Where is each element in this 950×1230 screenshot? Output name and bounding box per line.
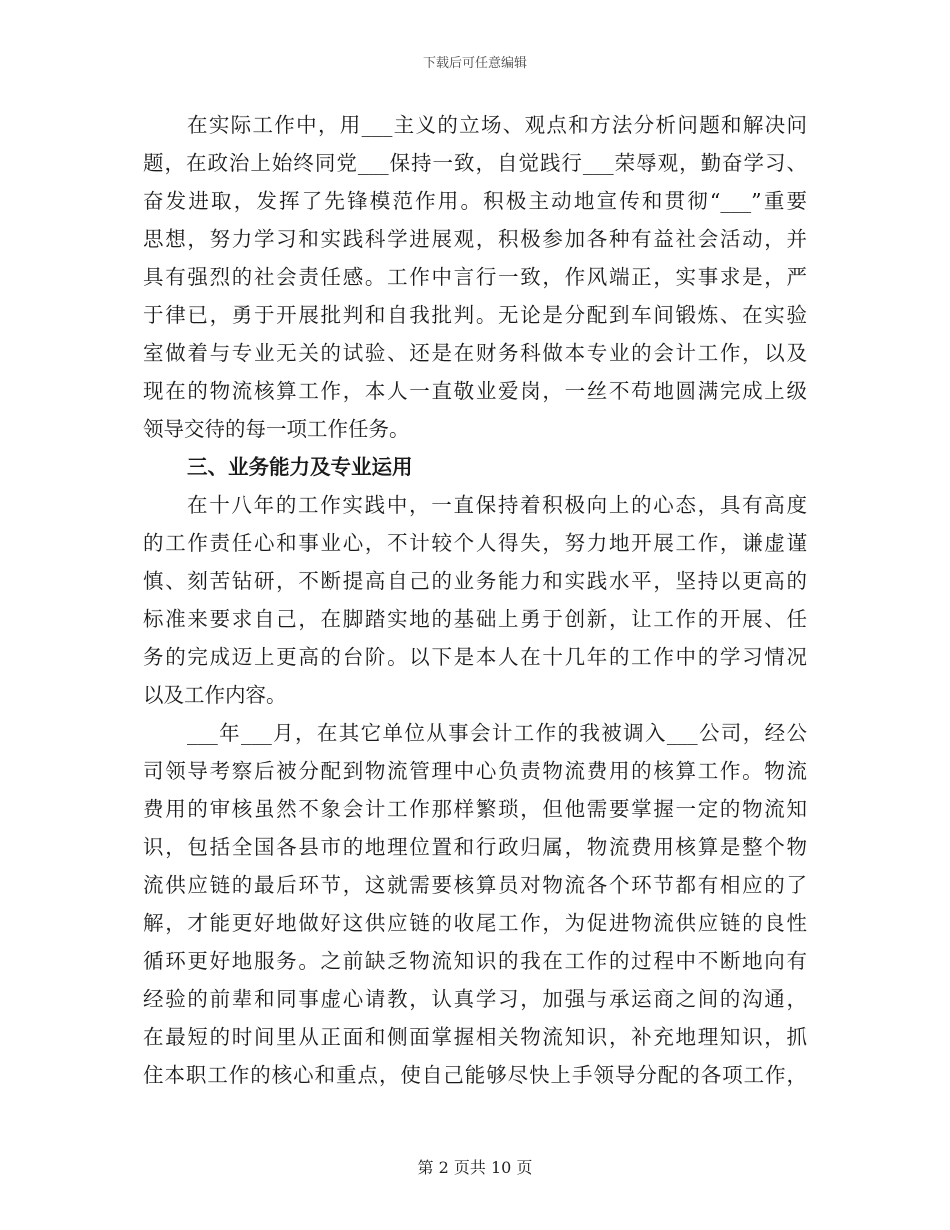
paragraph-line: 解，才能更好地做好这供应链的收尾工作，为促进物流供应链的良性 [143, 911, 807, 935]
paragraph-line: 务的完成迈上更高的台阶。以下是本人在十几年的工作中的学习情况 [143, 645, 807, 669]
paragraph-line: 住本职工作的核心和重点，使自己能够尽快上手领导分配的各项工作， [143, 1063, 807, 1087]
paragraph-line: 循环更好地服务。之前缺乏物流知识的我在工作的过程中不断地向有 [143, 949, 807, 973]
paragraph-line: 在实际工作中，用___主义的立场、观点和方法分析问题和解决问 [187, 113, 807, 137]
paragraph-line: 慎、刻苦钻研，不断提高自己的业务能力和实践水平，坚持以更高的 [143, 569, 807, 593]
paragraph-line: 标准来要求自己，在脚踏实地的基础上勇于创新，让工作的开展、任 [143, 607, 807, 631]
paragraph-line: 室做着与专业无关的试验、还是在财务科做本专业的会计工作，以及 [143, 341, 807, 365]
paragraph-line: 识，包括全国各县市的地理位置和行政归属，物流费用核算是整个物 [143, 835, 807, 859]
paragraph-line: 司领导考察后被分配到物流管理中心负责物流费用的核算工作。物流 [143, 759, 807, 783]
paragraph-line: 以及工作内容。 [143, 683, 287, 707]
paragraph-line: 流供应链的最后环节，这就需要核算员对物流各个环节都有相应的了 [143, 873, 807, 897]
paragraph-line: 现在的物流核算工作，本人一直敬业爱岗，一丝不苟地圆满完成上级 [143, 379, 807, 403]
paragraph-line: 经验的前辈和同事虚心请教，认真学习，加强与承运商之间的沟通， [143, 987, 807, 1011]
paragraph-line: 领导交待的每一项工作任务。 [143, 417, 410, 441]
paragraph-line: 在十八年的工作实践中，一直保持着积极向上的心态，具有高度 [187, 493, 807, 517]
section-heading: 三、业务能力及专业运用 [187, 455, 413, 479]
page-footer: 第 2 页共 10 页 [417, 1158, 533, 1177]
document-body [143, 106, 807, 1094]
paragraph-line: 在最短的时间里从正面和侧面掌握相关物流知识，补充地理知识，抓 [143, 1025, 807, 1049]
paragraph-line: ___年___月，在其它单位从事会计工作的我被调入___公司，经公 [187, 721, 807, 745]
paragraph-line: 费用的审核虽然不象会计工作那样繁琐，但他需要掌握一定的物流知 [143, 797, 807, 821]
page-header: 下载后可任意编辑 [422, 56, 527, 71]
paragraph-line: 具有强烈的社会责任感。工作中言行一致，作风端正，实事求是，严 [143, 265, 807, 289]
paragraph-line: 的工作责任心和事业心，不计较个人得失，努力地开展工作，谦虚谨 [143, 531, 807, 555]
paragraph-line: 于律已，勇于开展批判和自我批判。无论是分配到车间锻炼、在实验 [143, 303, 807, 327]
paragraph-line: 题，在政治上始终同党___保持一致，自觉践行___荣辱观，勤奋学习、 [143, 151, 807, 175]
paragraph-line: 思想，努力学习和实践科学进展观，积极参加各种有益社会活动，并 [143, 227, 807, 251]
paragraph-line: 奋发进取，发挥了先锋模范作用。积极主动地宣传和贯彻“___”重要 [143, 189, 807, 213]
